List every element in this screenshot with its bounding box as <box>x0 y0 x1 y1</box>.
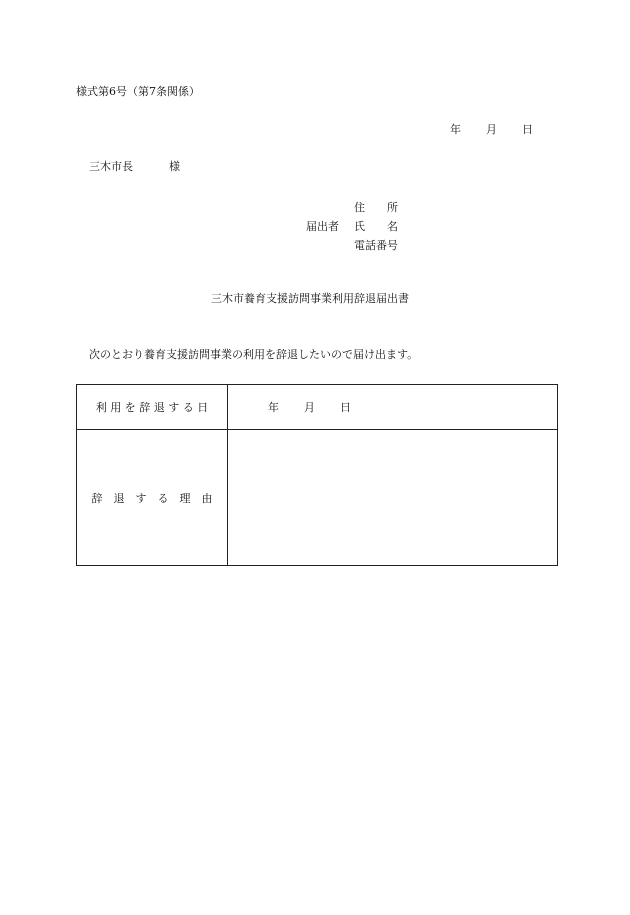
table-row-withdrawal-reason <box>77 430 558 566</box>
form-number: 様式第6号（第7条関係） <box>76 85 200 98</box>
withdrawal-date-month: 月 <box>304 401 315 414</box>
applicant-address-row <box>306 198 554 217</box>
withdrawal-detail-table <box>76 384 558 566</box>
date-month: 月 <box>486 123 497 136</box>
applicant-prefix: 届出者 <box>306 219 339 233</box>
withdrawal-reason-field[interactable] <box>228 430 558 566</box>
phone-label: 電話番号 <box>354 238 398 252</box>
applicant-phone-row <box>306 236 554 255</box>
withdrawal-reason-label: 辞 退 す る 理 由 <box>77 430 228 566</box>
addressee <box>89 160 180 174</box>
withdrawal-date-day: 日 <box>340 401 351 414</box>
intro-text: 次のとおり養育支援訪問事業の利用を辞退したいので届け出ます。 <box>89 348 419 361</box>
table-row-withdrawal-date <box>77 385 558 430</box>
date-line <box>450 123 533 137</box>
addressee-name: 三木市長 <box>89 160 133 173</box>
withdrawal-date-label: 利 用 を 辞 退 す る 日 <box>77 385 228 430</box>
applicant-name-row <box>306 217 554 236</box>
date-day: 日 <box>522 123 533 136</box>
name-field[interactable] <box>414 220 554 234</box>
addressee-honorific: 様 <box>169 160 180 173</box>
applicant-block <box>306 198 554 255</box>
date-year: 年 <box>450 123 461 136</box>
address-label: 住 所 <box>354 200 398 214</box>
document-title: 三木市養育支援訪問事業利用辞退届出書 <box>211 292 409 305</box>
withdrawal-date-year: 年 <box>268 401 279 414</box>
name-label: 氏 名 <box>354 219 398 233</box>
withdrawal-date-field[interactable] <box>228 385 558 430</box>
address-field[interactable] <box>414 201 554 215</box>
phone-field[interactable] <box>414 239 554 253</box>
